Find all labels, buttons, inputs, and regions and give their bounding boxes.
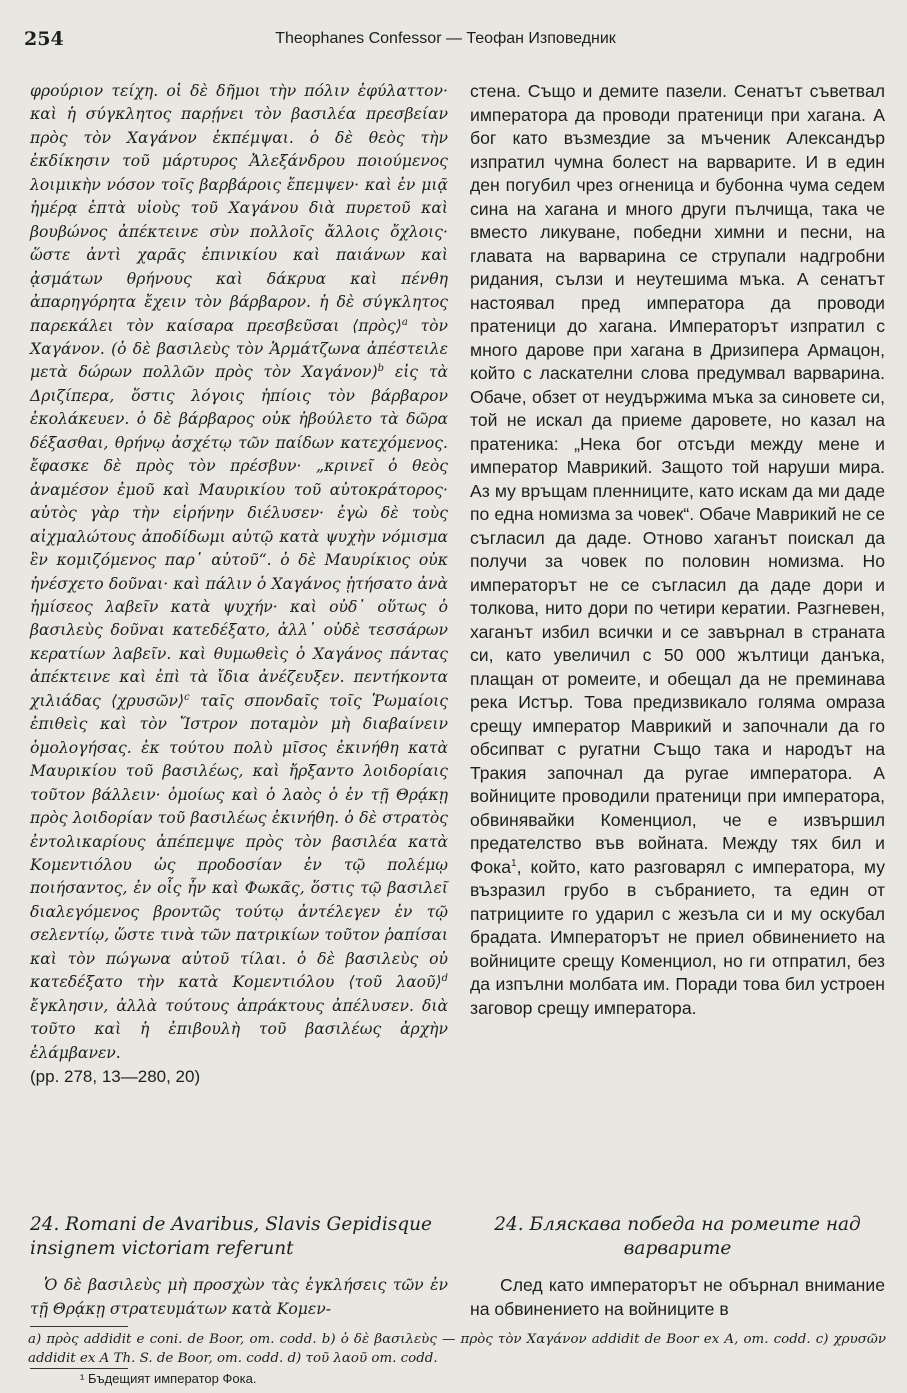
greek-text	[30, 80, 448, 1065]
bulgarian-text-part-1: стена. Също и демите пазели. Сенатът съветвал императора да проводи пратеници при хагана. А бог като възмездие за мъченик Александър изпратил чумна болест на варварите. И в един ден погубил чрез огненица и бубонна чума седем сина на хагана и много други пълчища, така че вместо ликуване, победни химни и песни, на главата на варварина се струпали надгробни ридания, сълзи и неутешима мъка. А сенатът настоявал пред императора да проводи пратеници до хагана. Императорът изпратил с много дарове при хагана в Дризипера Армацон, който с ласкателни слова предумвал варварина. Обаче, обзет от неудържима мъка за синовете си, той не искал да приеме даровете, но казал на пратеника: „Нека бог отсъди между мене и император Маврикий. Защото той наруши мира. Аз му връщам пленниците, като искам да ми даде по една номизма за човек“. Обаче Маврикий не се съгласил да даде. Отново хаганът поискал да получи за човек по половин номизма. Но императорът не се съгласил да даде дори и толкова, нито дори по четири кератии. Разгневен, хаганът избил всички и се завърнал в страната си, като увеличил с 50 000 жълтици данъка, плащан от ромеите, и обещал да не преминава река Истър. Това предизвикало голяма омраза срещу император Маврикий и започнали да го обсипват с ругатни Също така и народът на Тракия започнал да ругае императора. А войниците проводили пратеници при императора, обвинявайки Коменциол, че е извършил предателство във войната. Между тях бил и Фока	[470, 81, 885, 877]
source-reference: (pp. 278, 13—280, 20)	[30, 1067, 201, 1087]
greek-text-part-2: τὸν Χαγάνον. (ὁ δὲ βασιλεὺς τὸν Ἁρμάτζωνα ἀπέστειλε μετὰ δώρων πολλῶν πρὸς τὸν Χαγάνον)	[30, 316, 448, 382]
apparatus-divider	[30, 1326, 128, 1327]
section-title-latin: 24. Romani de Avaribus, Slavis Gepidisque insignem victoriam referunt	[30, 1214, 432, 1259]
footnote-marker-c: c	[184, 691, 190, 703]
bulgarian-opening-line: След като императорът не обърнал внимание на обвинението на войниците в	[470, 1275, 885, 1319]
greek-text-part-3: εἰς τὰ Δριζίπερα, ὅστις λόγοις ἠπίοις τὸν βάρβαρον ἐκολάκευεν. ὁ δὲ βάρβαρος οὐκ ἠβούλετο τὰ δῶρα δέξασθαι, θρήνῳ ἀσχέτῳ τῶν παίδων κατεχόμενος. ἔφασκε δὲ πρὸς τὸν πρέσβυν· „κρινεῖ ὁ θεὸς ἀναμέσον ἐμοῦ καὶ Μαυρικίου τοῦ αὐτοκράτορος· αὐτὸς γὰρ τὴν εἰρήνην διέλυσεν· ἐγὼ δὲ τοὺς αἰχμαλώτους ἀποδίδωμι αὐτῷ κατὰ ψυχὴν νόμισμα ἓν κομιζόμενος παρ᾽ αὐτοῦ“. ὁ δὲ Μαυρίκιος οὐκ ἠνέσχετο δοῦναι· καὶ πάλιν ὁ Χαγάνος ᾐτήσατο ἀνὰ ἡμίσεος λαβεῖν κατὰ ψυχήν· καὶ οὐδ᾽ οὕτως ὁ βασιλεὺς δοῦναι κατεδέξατο, ἀλλ᾽ οὐδὲ τεσσάρων κερατίων λαβεῖν. καὶ θυμωθεὶς ὁ Χαγάνος πάντας ἀπέκτεινε καὶ ἐπὶ τὰ ἴδια ἀνέζευξεν. πεντήκοντα χιλιάδας ⟨χρυσῶν⟩	[30, 363, 448, 710]
bulgarian-text	[470, 80, 885, 1020]
footnote-marker-d: d	[441, 973, 448, 985]
running-title: Theophanes Confessor — Теофан Изповедник	[275, 30, 616, 47]
page-header	[24, 28, 867, 52]
footnote-marker-a: a	[401, 316, 408, 328]
greek-column	[30, 80, 448, 1089]
footnote: ¹ Бъдещият император Фока.	[80, 1371, 257, 1386]
section-title-bulgarian: 24. Бляскава победа на ромеите над варварите	[494, 1214, 861, 1259]
footnote-marker-b: b	[377, 363, 385, 375]
critical-apparatus: a) πρὸς addidit e coni. de Boor, om. codd. b) ὁ δὲ βασιλεὺς — πρὸς τὸν Χαγάνον addidit de Boor ex A, om. codd. c) χρυσῶν addidit ex A Th. S. de Boor, om. codd. d) τοῦ λαοῦ om. codd.	[28, 1332, 886, 1366]
footnote-marker-1: 1	[511, 857, 517, 869]
greek-text-part-1: φρούριον τείχη. οἱ δὲ δῆμοι τὴν πόλιν ἐφύλαττον· καὶ ἡ σύγκλητος παρῄνει τὸν βασιλέα πρεσβείαν πρὸς τὸν Χαγάνον ἐκπέμψαι. ὁ δὲ θεὸς τὴν ἐκδίκησιν τοῦ μάρτυρος Ἀλεξάνδρου ποιούμενος λοιμικὴν νόσον τοῖς βαρβάροις ἔπεμψεν· καὶ ἐν μιᾷ ἡμέρᾳ ἑπτὰ υἱοὺς τοῦ Χαγάνου διὰ πυρετοῦ καὶ βουβώνος ἀπέκτεινε σὺν πολλοῖς ἄλλοις ὄχλοις· ὥστε ἀντὶ χαρᾶς ἐπινικίου καὶ παιάνων καὶ ᾀσμάτων θρήνους καὶ δάκρυα καὶ πένθη ἀπαρηγόρητα ἔχειν τὸν βάρβαρον. ἡ δὲ σύγκλητος παρεκάλει τὸν καίσαρα πρεσβεῦσαι ⟨πρὸς⟩	[30, 82, 448, 335]
footnote-divider	[30, 1368, 128, 1369]
bulgarian-text-part-2: , който, като разговарял с императора, му възразил грубо в събранието, та един от патрициите го ударил с жезъла си и му оскубал брадата. Императорът не приел обвинението на войниците срещу Коменциол, но ги отпратил, без да изпълни молбата им. Поради това бил устроен заговор срещу императора.	[470, 856, 885, 1018]
bulgarian-column	[470, 80, 885, 1020]
page-number: 254	[24, 28, 64, 50]
greek-text-part-5: ἔγκλησιν, ἀλλὰ τούτους ἀπράκτους ἀπέλυσεν. διὰ τοῦτο καὶ ἡ ἐπιβουλὴ τοῦ βασιλέως ἀρχὴν ἐλάμβανεν.	[30, 996, 448, 1062]
greek-opening-line: Ὁ δὲ βασιλεὺς μὴ προσχὼν τὰς ἐγκλήσεις τῶν ἐν τῇ Θρᾴκῃ στρατευμάτων κατὰ Κομεν-	[30, 1276, 448, 1318]
greek-text-part-4: ταῖς σπονδαῖς τοῖς Ῥωμαίοις ἐπιθεὶς καὶ τὸν Ἴστρον ποταμὸν μὴ διαβαίνειν ὁμολογήσας. ἐκ τούτου πολὺ μῖσος ἐκινήθη κατὰ Μαυρικίου τοῦ βασιλέως, καὶ ἤρξαντο λοιδορίαις τοῦτον βάλλειν· ὁμοίως καὶ ὁ λαὸς ὁ ἐν τῇ Θρᾴκῃ πρὸς λοιδορίαν τοῦ βασιλέως ἐκινήθη. ὁ δὲ στρατὸς ἐντολικαρίους ἀπέπεμψε πρὸς τὸν βασιλέα κατὰ Κομεντιόλου ὡς προδοσίαν ἐν τῷ πολέμῳ ποιήσαντος, ἐν οἷς ἦν καὶ Φωκᾶς, ὅστις τῷ βασιλεῖ διαλεγόμενος βροντῶς τούτῳ ἀντέλεγεν ἐν τῷ σελεντίῳ, ὥστε τινὰ τῶν πατρικίων τοῦτον ῥαπίσαι καὶ τὸν πώγωνα αὐτοῦ τίλαι. ὁ δὲ βασιλεὺς οὐ κατεδέξατο τὴν κατὰ Κομεντιόλου ⟨τοῦ λαοῦ⟩	[30, 691, 448, 992]
